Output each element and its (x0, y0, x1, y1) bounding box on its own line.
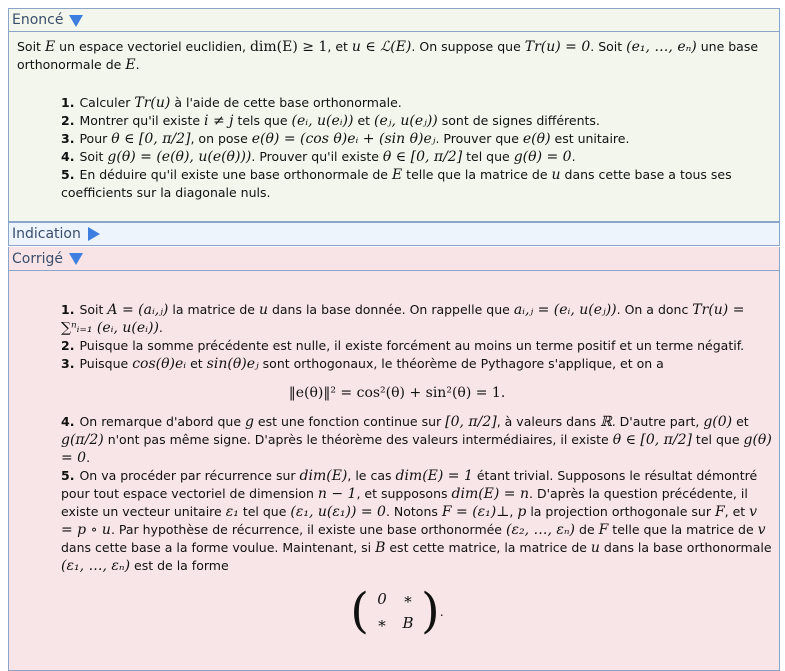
item-number: 2. (61, 113, 75, 128)
text-run: On remarque d'abord que (79, 414, 245, 429)
corrige-answer-item-4 (61, 413, 773, 467)
math-expr: ℝ (600, 414, 612, 430)
math-expr: g(θ) = (e(θ), u(e(θ))) (107, 149, 252, 165)
text-run: sont de signes différents. (437, 113, 600, 128)
text-run: est unitaire. (550, 131, 630, 146)
corrige-answer-item-3 (61, 355, 773, 373)
math-expr: n − 1 (317, 486, 357, 502)
text-run: tels que (233, 113, 292, 128)
item-number: 1. (61, 302, 75, 317)
math-expr: dim(E) = 1 (395, 468, 473, 484)
text-run: Soit (79, 302, 108, 317)
text-run: , à valeurs dans (496, 414, 601, 429)
text-run: dans la base donnée. On rappelle que (267, 302, 514, 317)
math-expr: (ε₂, …, εₙ) (505, 522, 576, 538)
text-run: Calculer (79, 95, 135, 110)
math-expr: F = (ε₁)⊥ (441, 504, 510, 520)
text-run: est une fonction continue sur (253, 414, 446, 429)
math-expr: (eⱼ, u(eⱼ)) (374, 113, 438, 129)
block-matrix (21, 583, 773, 639)
text-run: . Prouver qu'il existe (251, 149, 383, 164)
text-run: , le cas (347, 468, 396, 483)
math-expr: (ε₁, u(ε₁)) = 0 (290, 504, 386, 520)
math-expr: i ≠ j (204, 113, 234, 129)
corrige-panel (8, 271, 780, 671)
item-number: 1. (61, 95, 75, 110)
collapse-down-icon[interactable] (69, 253, 83, 265)
math-expr: (ε₁, …, εₙ) (61, 558, 131, 574)
corrige-answer-item-2 (61, 337, 773, 355)
item-number: 2. (61, 338, 75, 353)
text-run: la matrice de (168, 302, 259, 317)
math-expr: dim(E) (299, 468, 348, 484)
math-expr: e(θ) = (cos θ)eᵢ + (sin θ)eⱼ (251, 131, 436, 147)
text-run: Montrer qu'il existe (79, 113, 205, 128)
text-run: dans la base orthonormale (599, 540, 772, 555)
matrix-cell: 0 (377, 590, 387, 608)
math-expr: θ ∈ [0, π/2] (111, 131, 191, 147)
text-run: . (158, 320, 163, 335)
text-run: On va procéder par récurrence sur (79, 468, 300, 483)
text-run: . (86, 450, 91, 465)
right-paren: ) (421, 583, 440, 639)
text-run: . Prouver que (435, 131, 523, 146)
text-run: Puisque la somme précédente est nulle, il existe forcément au moins un terme positif et un terme négatif. (79, 338, 745, 353)
enonce-question-item-2 (61, 112, 773, 130)
item-number: 3. (61, 131, 75, 146)
matrix-cell: ∗ (402, 590, 414, 608)
text-run: Soit (79, 149, 108, 164)
math-expr: Tr(u) (134, 95, 171, 111)
matrix-cell: B (402, 614, 414, 632)
text-run: , et supposons (356, 486, 452, 501)
math-expr: u (258, 302, 268, 318)
math-expr: e(θ) (522, 131, 551, 147)
math-expr: g(π/2) (61, 432, 104, 448)
text-run: , (509, 504, 518, 519)
enonce-question-item-4 (61, 148, 773, 166)
text-run: étant trivial. Supposons le résultat démontré pour tout espace vectoriel de dimension (61, 468, 758, 501)
math-expr: g (244, 414, 254, 430)
text-run: telle que la matrice de (608, 522, 758, 537)
text-run: , et (724, 504, 750, 519)
matrix-end: . (439, 603, 444, 619)
text-run: sont orthogonaux, le théorème de Pythagore s'applique, et on a (258, 356, 664, 371)
enonce-title: Enoncé (12, 12, 64, 28)
math-expr: p (517, 504, 527, 520)
text-run: Pour (79, 131, 112, 146)
math-expr: g(0) (703, 414, 733, 430)
text-run: tel que (238, 504, 291, 519)
enonce-panel (8, 32, 780, 222)
math-expr: ε₁ (225, 504, 239, 520)
item-number: 5. (61, 167, 75, 182)
text-run: . Notons (385, 504, 442, 519)
text-run: . On a donc (616, 302, 693, 317)
text-run: de (575, 522, 599, 537)
text-run: Puisque (79, 356, 133, 371)
corrige-title: Corrigé (12, 250, 63, 267)
text-run: . D'autre part, (611, 414, 704, 429)
text-run: tel que (691, 432, 744, 447)
math-expr: F (598, 522, 609, 538)
left-paren: ( (350, 583, 369, 639)
text-run: dans cette base a tous ses coefficients sur la diagonale nuls. (61, 167, 732, 200)
math-expr: sin(θ)eⱼ (206, 356, 259, 372)
enonce-question-list (61, 94, 773, 202)
math-expr: cos(θ)eᵢ (132, 356, 187, 372)
math-expr: θ ∈ [0, π/2] (382, 149, 463, 165)
corrige-answer-list (61, 301, 773, 647)
text-run: est cette matrice, la matrice de (385, 540, 591, 555)
math-expr: E (391, 167, 403, 183)
text-run: à l'aide de cette base orthonormale. (170, 95, 402, 110)
text-run: n'ont pas même signe. D'après le théorème des valeurs intermédiaires, il existe (103, 432, 613, 447)
text-run: telle que la matrice de (402, 167, 552, 182)
math-expr: dim(E) = n (451, 486, 530, 502)
corrige-answer-item-1 (61, 301, 773, 337)
text-run: et (732, 414, 749, 429)
math-expr: u (590, 540, 600, 556)
math-expr: g(θ) = 0 (513, 149, 572, 165)
pythagoras-equation: ‖e(θ)‖² = cos²(θ) + sin²(θ) = 1. (288, 385, 506, 401)
item-number: 4. (61, 414, 75, 429)
math-expr: v = p ∘ u (61, 504, 758, 538)
math-expr: A = (aᵢ,ⱼ) (107, 302, 169, 318)
indication-header[interactable] (8, 222, 780, 246)
matrix-cell: ∗ (376, 614, 388, 632)
text-run: dans cette base a la forme voulue. Maintenant, si (61, 540, 376, 555)
text-run: tel que (462, 149, 514, 164)
text-run: la projection orthogonale sur (526, 504, 715, 519)
enonce-question-item-3 (61, 130, 773, 148)
text-run: . D'après la question précédente, il existe un vecteur unitaire (61, 486, 748, 519)
enonce-intro: Soit E un espace vectoriel euclidien, dim(E) ≥ 1, et u ∈ ℒ(E). On suppose que Tr(u) = 0. Soit (e₁, …, eₙ) une base orthonormale de E. (17, 39, 759, 73)
text-run: est de la forme (130, 558, 229, 573)
math-expr: (eᵢ, u(eᵢ)) (291, 113, 354, 129)
item-number: 4. (61, 149, 75, 164)
text-run: En déduire qu'il existe une base orthonormale de (79, 167, 392, 182)
item-number: 3. (61, 356, 75, 371)
enonce-question-item-1 (61, 94, 773, 112)
collapse-down-icon[interactable] (69, 15, 83, 27)
text-run: . Par hypothèse de récurrence, il existe une base orthonormée (110, 522, 506, 537)
matrix-grid (369, 590, 421, 632)
text-run: , on pose (190, 131, 252, 146)
math-expr: g(θ) = 0 (61, 432, 772, 466)
math-expr: F (714, 504, 725, 520)
enonce-question-item-5 (61, 166, 773, 202)
text-run: . (571, 149, 576, 164)
math-expr: aᵢ,ⱼ = (eᵢ, u(eⱼ)) (513, 302, 617, 318)
item-number: 5. (61, 468, 75, 483)
corrige-header[interactable] (8, 247, 780, 271)
math-expr: u (551, 167, 561, 183)
enonce-header[interactable] (8, 8, 780, 32)
math-expr: [0, π/2] (445, 414, 497, 430)
math-expr: v (757, 522, 766, 538)
expand-right-icon[interactable] (88, 227, 100, 241)
text-run: et (186, 356, 207, 371)
math-expr: Tr(u) = ∑ⁿᵢ₌₁ (eᵢ, u(eᵢ)) (61, 302, 745, 336)
text-run: et (353, 113, 375, 128)
indication-title: Indication (12, 226, 81, 242)
math-expr: B (375, 540, 386, 556)
corrige-answer-item-5 (61, 467, 773, 575)
math-expr: θ ∈ [0, π/2] (612, 432, 692, 448)
